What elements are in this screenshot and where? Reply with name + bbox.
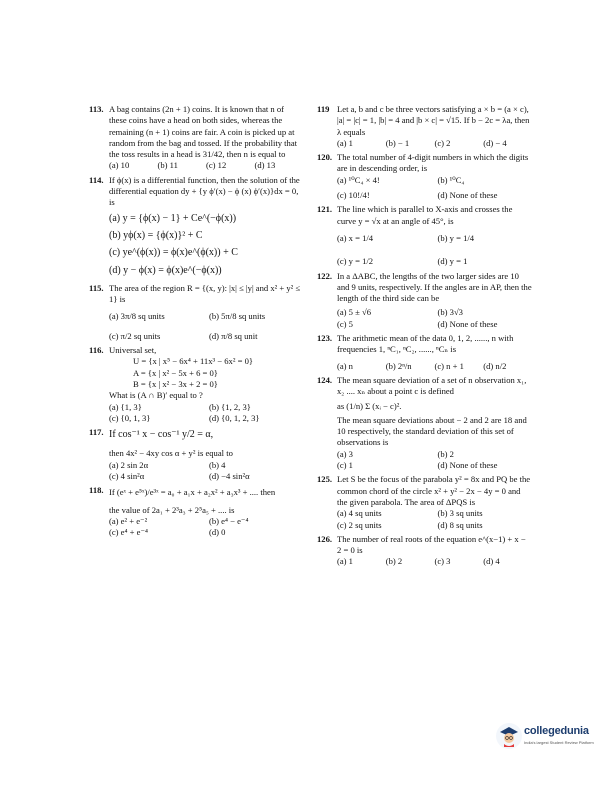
option-b: (b) 2 [437,448,454,459]
question-122 [317,271,532,330]
option-c: (c) 3 [434,556,451,567]
option-a: (a) y = {ϕ(x) − 1} + Ce^(−ϕ(x)) [109,212,237,224]
question-text: If ϕ(x) is a differential function, then the solution of the differential equation dy + {y ϕ′(x) − ϕ (x) ϕ′(x)}dx = 0, is [109,174,300,208]
question-text: Universal set, [109,345,157,356]
option-b: (b) 2ⁿ/n [385,360,412,371]
option-b: (b) {1, 2, 3} [209,401,251,412]
option-d: (d) None of these [437,318,498,329]
question-119 [317,104,532,149]
option-d: (d) {0, 1, 2, 3} [209,412,260,423]
question-number: 126. [317,533,333,544]
question-text: The number of real roots of the equation e^(x−1) + x − 2 = 0 is [337,533,526,556]
question-ask: What is (A ∩ B)′ equal to ? [109,390,203,401]
logo-wordmark: collegedunia [524,725,589,737]
question-117 [89,427,303,482]
question-number: 124. [317,374,333,385]
option-d: (d) n/2 [483,360,507,371]
question-text: Let a, b and c be three vectors satisfying a × b = (a × c), |a| = |c| = 1, |b| = 4 and |b × c| = √15. If b − 2c = λa, then λ equals [337,104,530,137]
option-b: (b) e⁴ − e⁻⁴ [209,515,249,526]
question-115 [89,283,303,342]
question-number: 123. [317,333,333,344]
option-b: (b) 4 [209,459,226,470]
question-number: 113. [89,104,104,114]
question-118 [89,485,303,538]
option-a: (a) 3 [337,448,353,459]
option-a: (a) x = 1/4 [337,232,374,243]
option-a: (a) 4 sq units [337,508,382,519]
option-d: (d) π/8 sq unit [209,330,258,341]
question-number: 120. [317,152,333,163]
option-d: (d) y = 1 [437,256,468,267]
option-c: (c) π/2 sq units [109,330,161,341]
question-number: 121. [317,204,333,215]
set-u: U = {x | x⁵ − 6x⁴ + 11x³ − 6x² = 0} [133,356,253,367]
option-b: (b) yϕ(x) = {ϕ(x)}² + C [109,229,203,241]
option-c: (c) y = 1/2 [337,256,374,267]
question-126 [317,534,532,568]
question-stem: If (eˣ + e⁵ˣ)/e³ˣ = a₀ + a₁x + a₂x² + a₃x³ + .... then [109,487,276,498]
option-c: (c) 2 sq units [337,519,382,530]
option-c: (c) 2 [434,137,451,148]
question-125 [317,474,532,530]
question-formula: as (1/n) Σ (xᵢ − c)². [337,400,402,411]
option-b: (b) − 1 [385,137,410,148]
option-a: (a) 2 sin 2α [109,459,149,470]
option-a: (a) 3π/8 sq units [109,311,165,322]
option-d: (d) 0 [209,527,226,538]
left-column [89,104,303,542]
question-121 [317,204,532,267]
set-a: A = {x | x² − 5x + 6 = 0} [133,367,218,378]
option-b: (b) 5π/8 sq units [209,311,266,322]
option-d: (d) None of these [437,190,498,201]
question-text: The mean square deviation of a set of n observation x₁, x₂ .... xₙ about a point c is defined [337,374,527,397]
option-a: (a) 5 ± √6 [337,307,372,318]
option-c: (c) 4 sin²α [109,471,145,482]
option-c: (c) 12 [206,160,227,171]
question-123 [317,333,532,372]
option-d: (d) None of these [437,460,498,471]
right-column [317,104,532,571]
question-text: In a ΔABC, the lengths of the two larger sides are 10 and 9 units, respectively. If the angles are in AP, then the length of the third side can be [337,270,532,304]
option-d: (d) 13 [254,160,276,171]
option-b: (b) 2 [385,556,403,567]
option-a: (a) {1, 3} [109,401,142,412]
collegedunia-logo [496,723,608,763]
question-stem: If cos⁻¹ x − cos⁻¹ y/2 = α, [109,429,214,441]
option-d: (d) − 4 [483,137,507,148]
option-a: (a) e² + e⁻² [109,515,148,526]
question-113 [89,104,303,172]
question-number: 125. [317,474,333,485]
option-b: (b) 3√3 [437,307,463,318]
option-d: (d) 8 sq units [437,519,483,530]
question-text: The arithmetic mean of the data 0, 1, 2, ......, n with frequencies 1, ⁿC₁, ⁿC₂, ......, ⁿCₙ is [337,333,514,355]
option-d: (d) 4 [483,556,500,567]
question-124 [317,375,532,471]
option-d: (d) y − ϕ(x) = ϕ(x)e^(−ϕ(x)) [109,264,222,276]
question-number: 115. [89,282,104,293]
logo-tagline: India's largest Student Review Platform [524,740,594,745]
option-a: (a) 10 [109,160,130,171]
question-number: 119 [317,104,330,114]
option-c: (c) 5 [337,318,353,329]
question-116 [89,345,303,424]
question-number: 122. [317,270,333,281]
option-a: (a) ¹⁰C₄ × 4! [337,174,380,185]
question-number: 118. [89,485,104,496]
question-number: 117. [89,427,104,438]
question-number: 114. [89,174,104,185]
question-text: The total number of 4-digit numbers in which the digits are in descending order, is [337,152,529,174]
question-text: The line which is parallel to X-axis and crosses the curve y = √x at an angle of 45°, is [337,204,513,226]
student-mascot-icon [496,723,522,749]
option-c: (c) e⁴ + e⁻⁴ [109,527,148,538]
option-c: (c) n + 1 [434,360,464,371]
question-120 [317,152,532,201]
option-d: (d) −4 sin²α [209,471,250,482]
question-text: The area of the region R = {(x, y): |x| ≤ |y| and x² + y² ≤ 1} is [109,282,301,305]
option-c: (c) {0, 1, 3} [109,412,151,423]
question-114 [89,175,303,280]
question-number: 116. [89,345,104,356]
option-c: (c) ye^(ϕ(x)) = ϕ(x)e^(ϕ(x)) + C [109,247,238,259]
option-a: (a) 1 [337,137,353,148]
question-text: A bag contains (2n + 1) coins. It is known that n of these coins have a head on both sides, whereas the remaining (n + 1) coins are fair. A coin is picked up at random from the bag and tossed. If the probability that the toss results in a head is 31/42, then n is equal to [109,104,298,160]
option-a: (a) 1 [337,556,353,567]
question-text: the value of 2a₁ + 2³a₃ + 2⁵a₅ + .... is [109,504,235,515]
option-c: (c) 10!/4! [337,190,370,201]
question-text-continued: The mean square deviations about − 2 and 2 are 18 and 10 respectively, the standard deviation of this set of observations is [337,414,527,448]
question-text: Let S be the focus of the parabola y² = 8x and PQ be the common chord of the circle x² + y² − 2x − 4y = 0 and the given parabola. The area of ΔPQS is [337,474,531,507]
option-b: (b) ¹⁰C₄ [437,174,465,185]
question-text: then 4x² − 4xy cos α + y² is equal to [109,448,233,459]
option-a: (a) n [337,360,353,371]
option-b: (b) 3 sq units [437,508,483,519]
option-b: (b) 11 [157,160,178,171]
set-b: B = {x | x² − 3x + 2 = 0} [133,378,218,389]
option-b: (b) y = 1/4 [437,232,475,243]
option-c: (c) 1 [337,460,353,471]
